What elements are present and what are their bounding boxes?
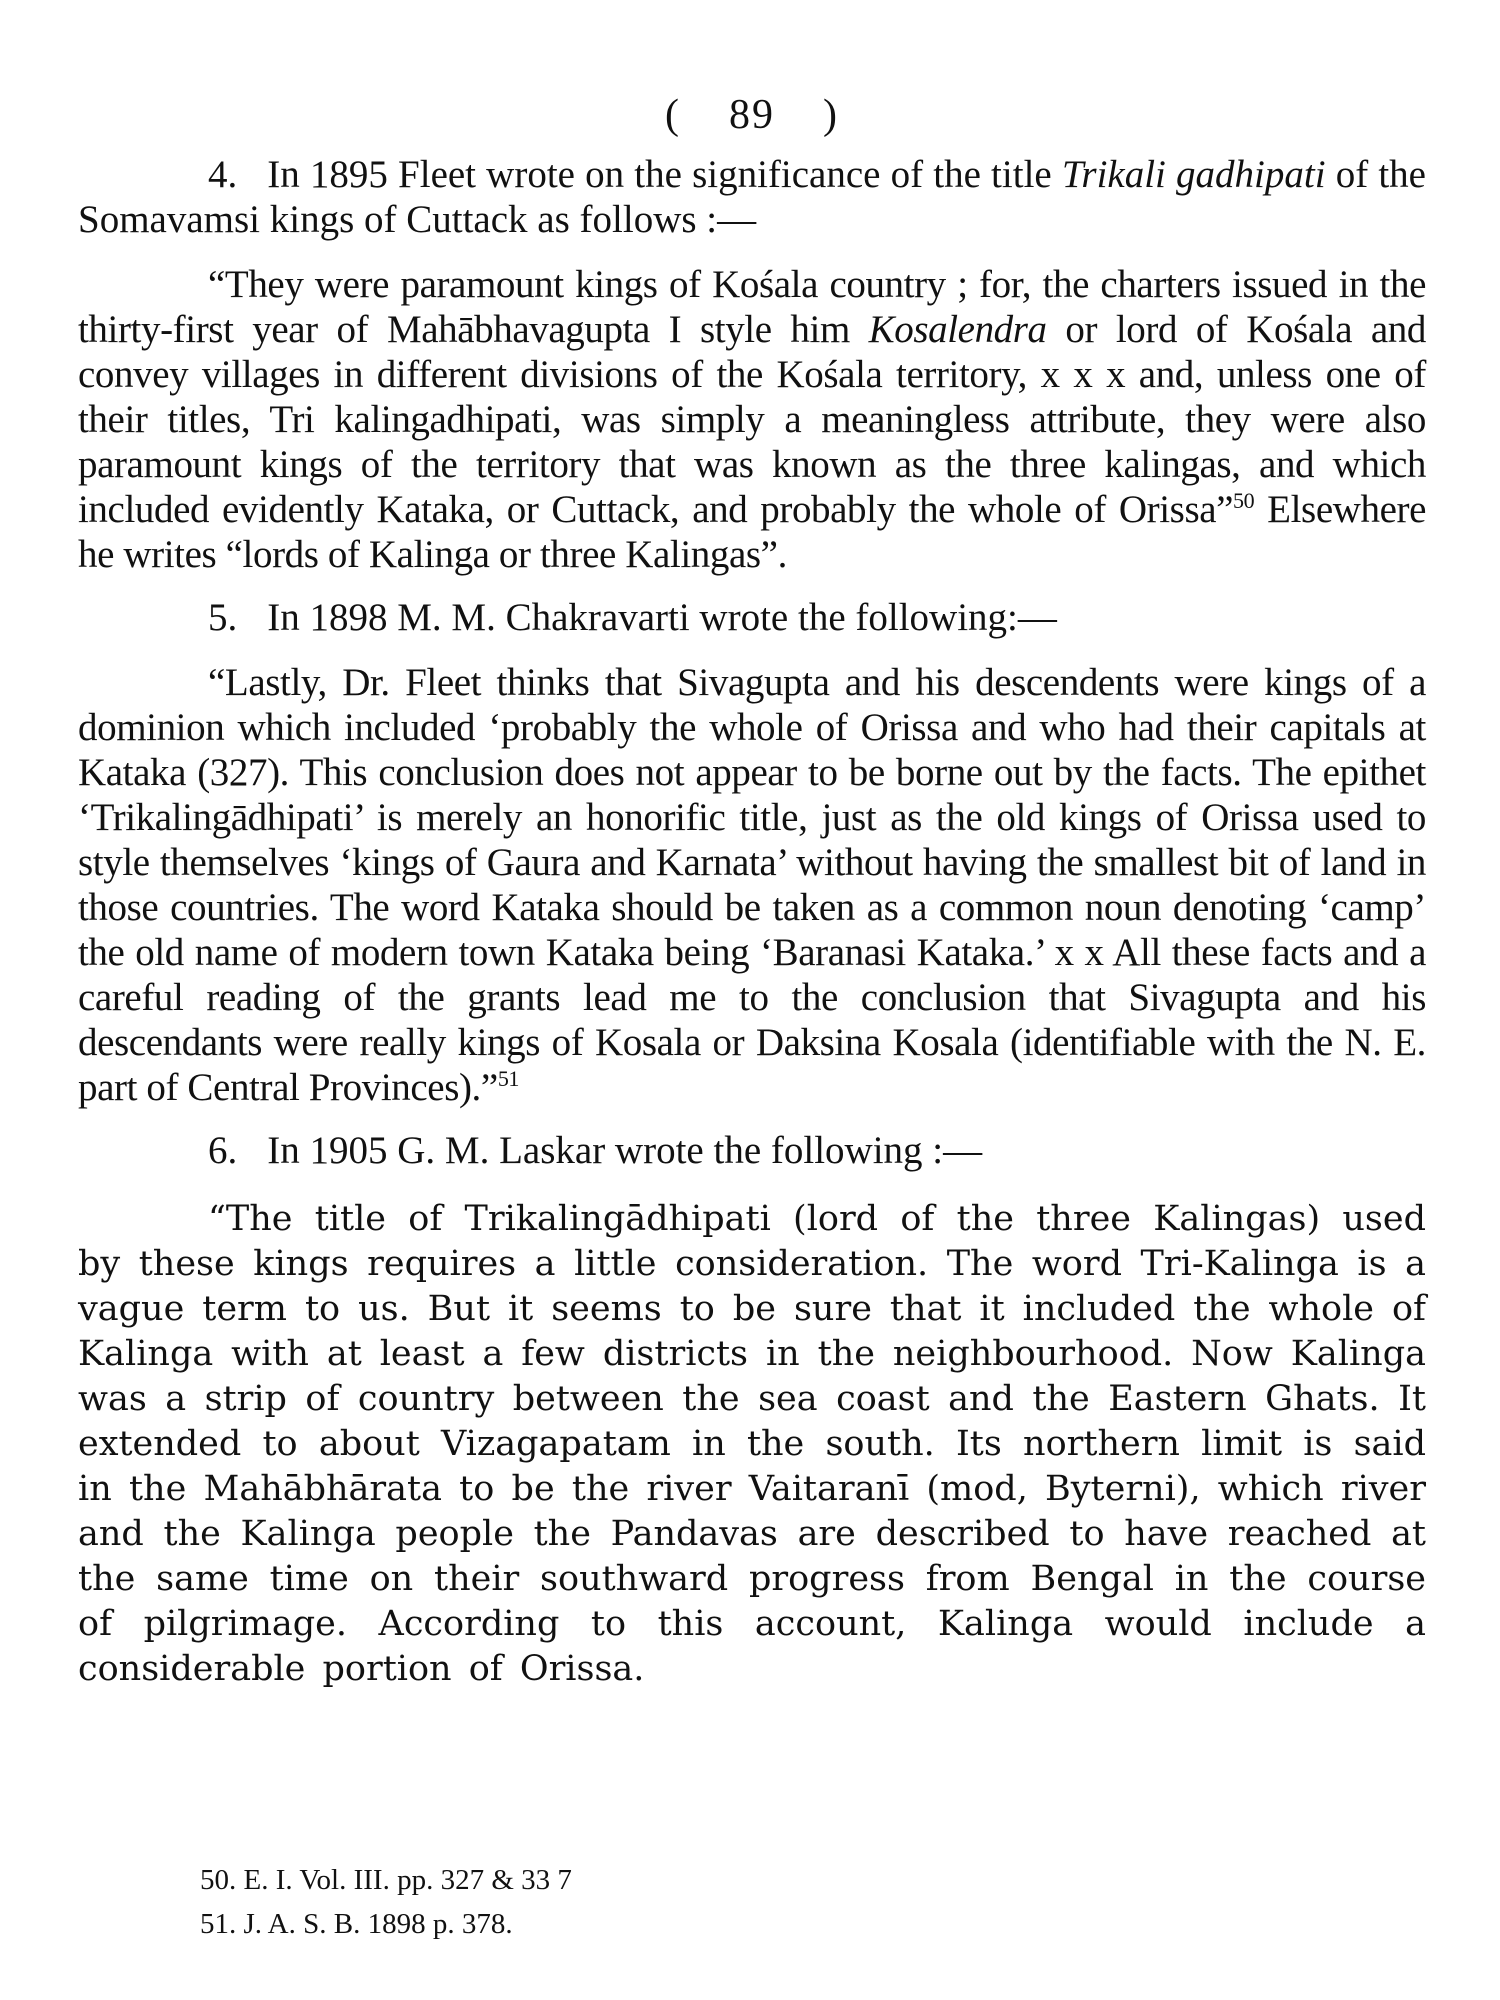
- section-5-number: 5.: [208, 596, 238, 640]
- footnote-ref-50: 50: [1233, 488, 1255, 514]
- page-number-close-paren: ): [823, 92, 839, 138]
- laskar-quote-text: “The title of Trikalingādhipati (lord of the three Kalingas) used by these kings requires a little consideration. The word Tri-Kalinga is a vague term to us. But it seems to be sure that it included the whole of Kalinga with at least a few districts in the neighbourhood. Now Kalinga was a strip of country between the sea coast and the Eastern Ghats. It extended to about Vizagapatam in the south. Its northern limit is said in the Mahābhārata to be the river Vaitaranī (mod, Byterni), which river and the Kalinga people the Pandavas are described to have reached at the same time on their southward progress from Bengal in the course of pilgrimage. According to this account, Kalinga would include a considerable portion of Orissa.: [78, 1199, 1426, 1690]
- section-6-number: 6.: [208, 1129, 238, 1173]
- page-number-open-paren: (: [665, 92, 681, 138]
- section-6-text: In 1905 G. M. Laskar wrote the following :—: [267, 1129, 983, 1173]
- page-number: [78, 92, 1426, 138]
- fleet-quote-italic: Kosalendra: [868, 308, 1047, 352]
- fleet-quote: [78, 262, 1426, 577]
- section-4-italic-title: Trikali gadhipati: [1061, 153, 1326, 197]
- section-6-heading: [78, 1128, 1426, 1173]
- fleet-quote-text-b: or lord of Kośala and convey villages in different divisions of the Kośala territory, x x x and, unless one of their titles, Tri kalingadhipati, was simply a meaningless attribute, they were also paramount kings of the territory that was known as the three kalingas, and which included evidently Kataka, or Cuttack, and probably the whole of Orissa”: [78, 308, 1427, 532]
- page-number-value: 89: [729, 92, 775, 138]
- fleet-quote-text-a: “They were paramount kings of Kośala country ; for, the charters issued in the thirty-first year of Mahābhavagupta I style him: [78, 263, 1426, 352]
- section-5-heading: [78, 595, 1426, 640]
- footnotes: [200, 1858, 572, 1946]
- footnote-51: 51. J. A. S. B. 1898 p. 378.: [200, 1908, 513, 1940]
- section-4-text-a: In 1895 Fleet wrote on the significance of the title: [267, 153, 1062, 197]
- section-4-text-b: of the Somavamsi kings of Cuttack as follows :—: [78, 153, 1426, 242]
- document-page: [78, 92, 1426, 1710]
- footnote-ref-51: 51: [497, 1066, 520, 1092]
- section-4-heading: [78, 152, 1426, 242]
- laskar-quote: [78, 1197, 1426, 1692]
- fleet-quote-text-c: Elsewhere he writes “lords of Kalinga or three Kalingas”.: [78, 488, 1427, 577]
- chakravarti-quote: [78, 660, 1426, 1110]
- section-5-text: In 1898 M. M. Chakravarti wrote the following:—: [267, 596, 1057, 640]
- chakravarti-quote-text: “Lastly, Dr. Fleet thinks that Sivagupta and his descendents were kings of a dominion which included ‘probably the whole of Orissa and who had their capitals at Kataka (327). This conclusion does not appear to be borne out by the facts. The epithet ‘Trikalingādhipati’ is merely an honorific title, just as the old kings of Orissa used to style themselves ‘kings of Gaura and Karnata’ without having the smallest bit of land in those countries. The word Kataka should be taken as a common noun denoting ‘camp’ the old name of modern town Kataka being ‘Baranasi Kataka.’ x x All these facts and a careful reading of the grants lead me to the conclusion that Sivagupta and his descendants were really kings of Kosala or Daksina Kosala (identifiable with the N. E. part of Central Provinces).”: [78, 661, 1426, 1110]
- footnote-50: 50. E. I. Vol. III. pp. 327 & 33 7: [200, 1864, 572, 1896]
- section-4-number: 4.: [208, 153, 238, 197]
